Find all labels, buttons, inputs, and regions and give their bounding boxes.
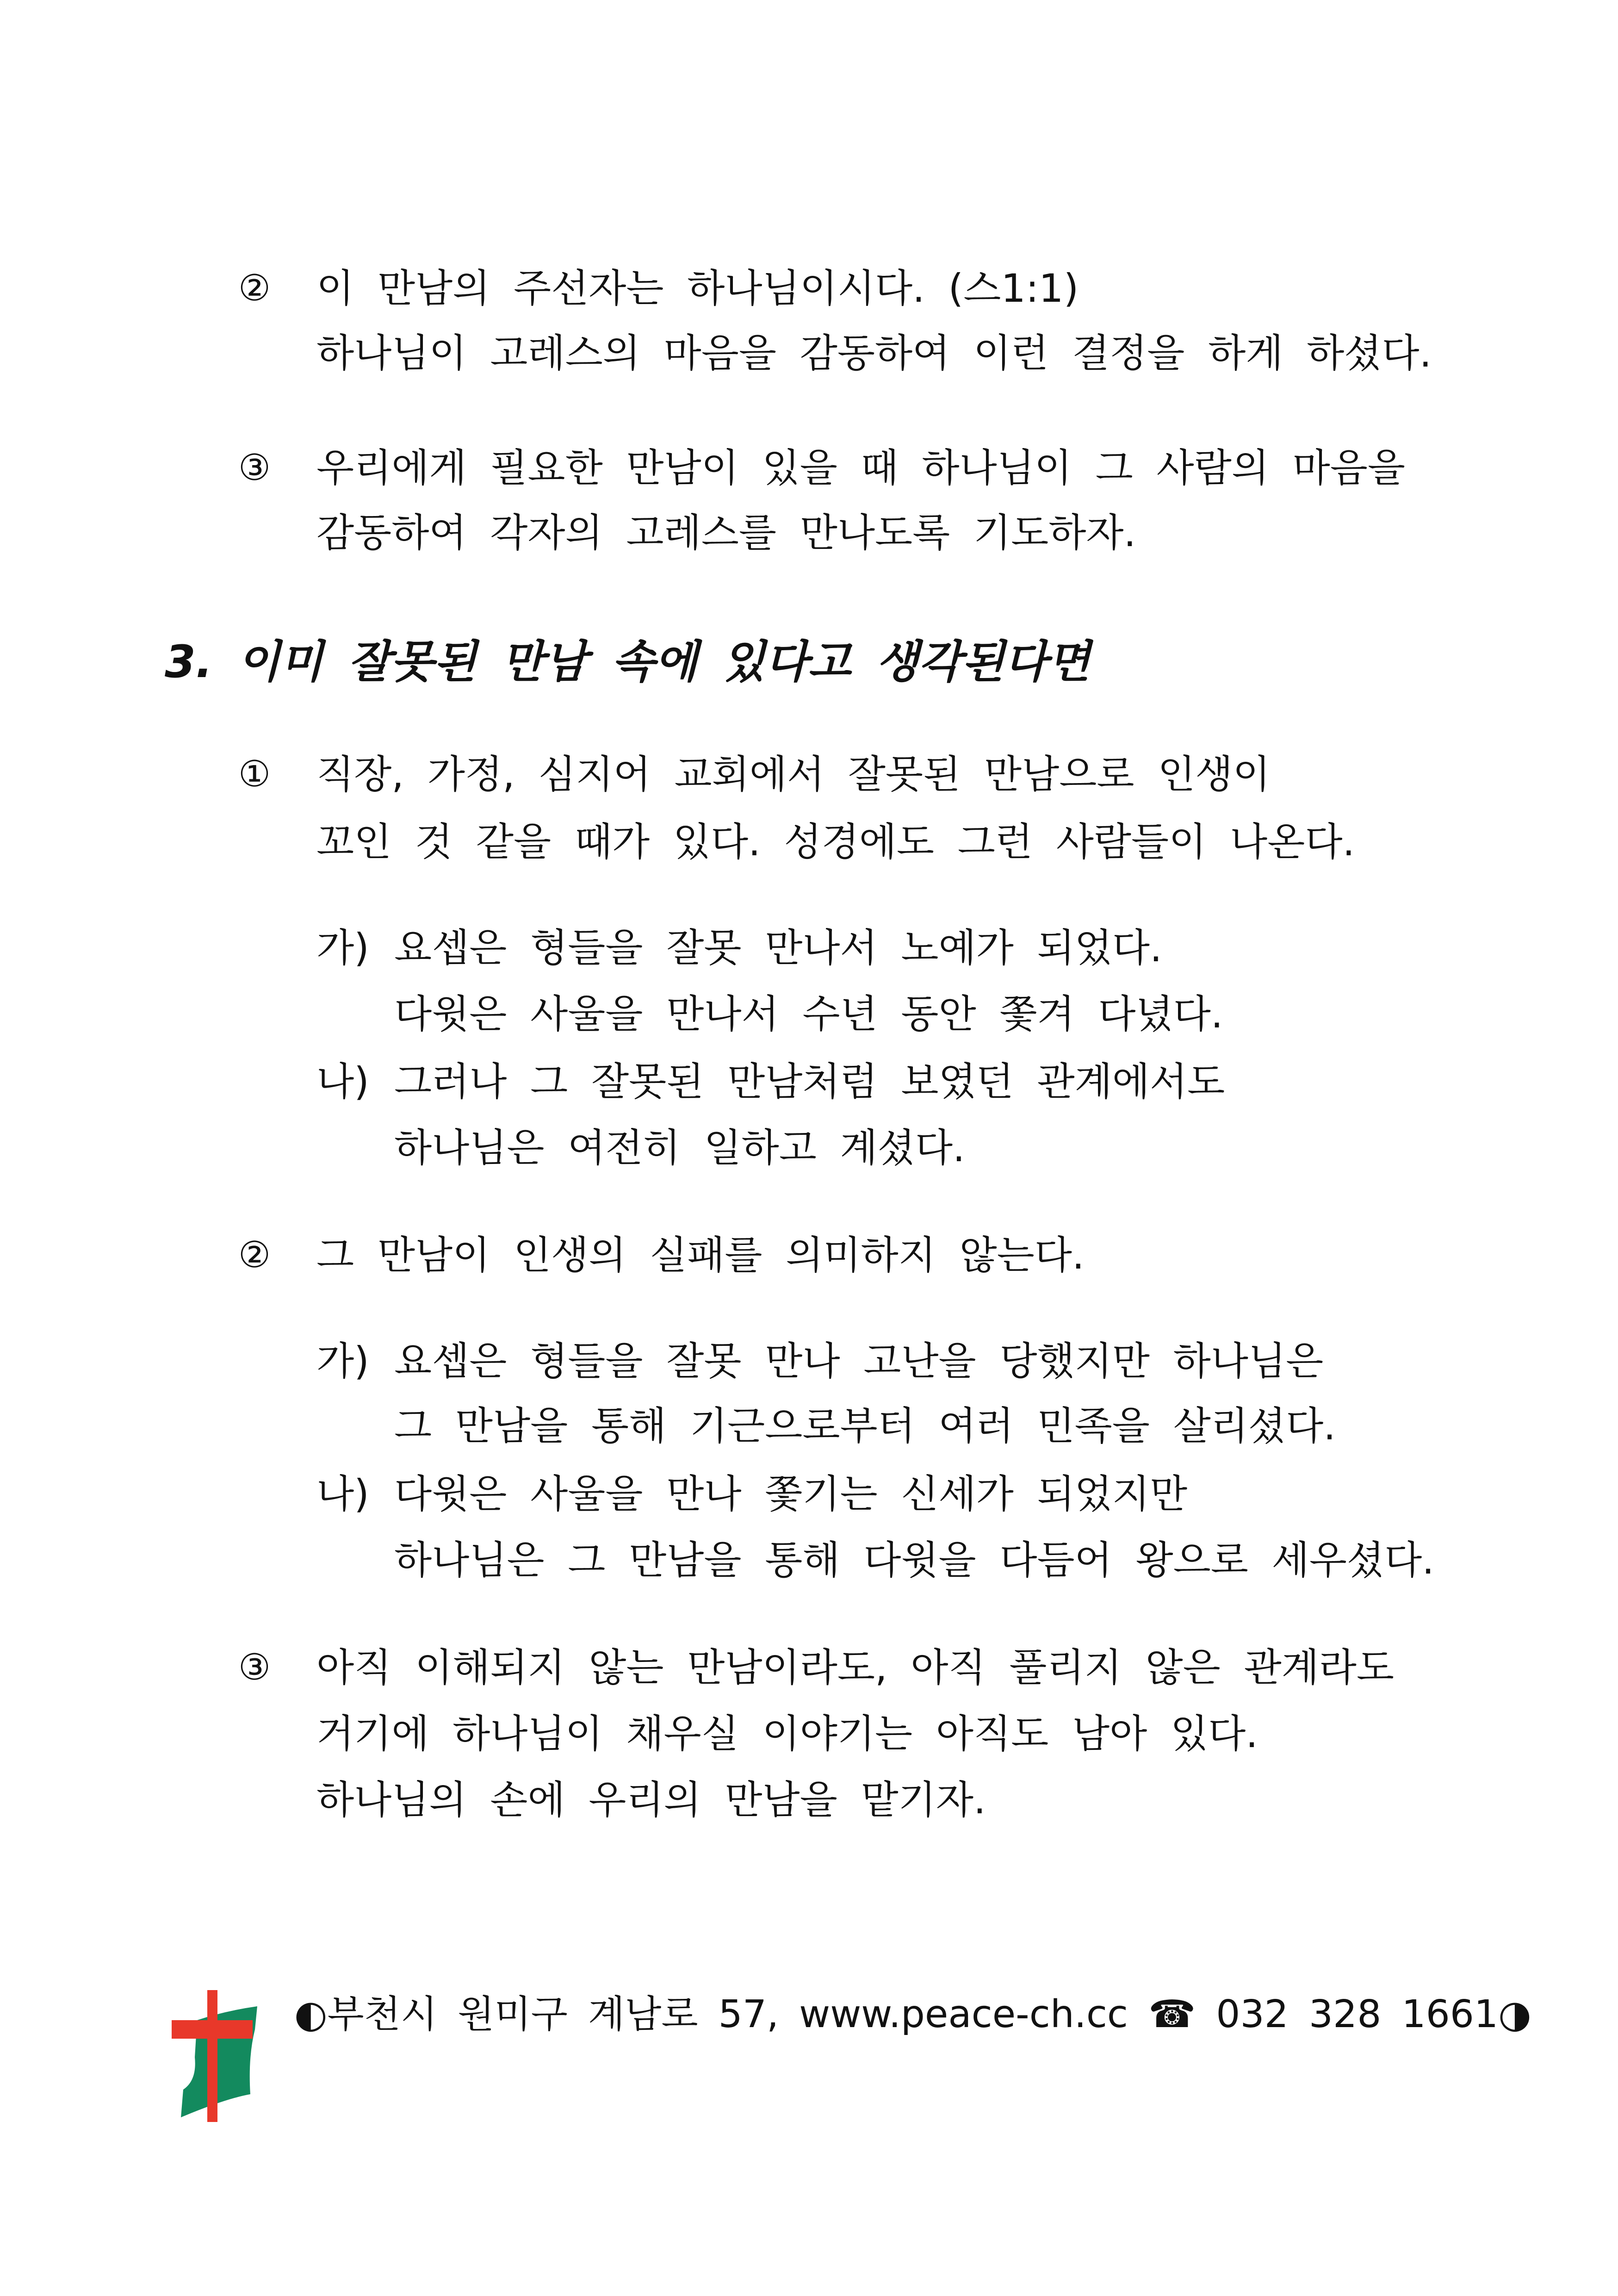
text-line: 요셉은 형들을 잘못 만나 고난을 당했지만 하나님은 [394, 1338, 1324, 1384]
logo-cross-horizontal [172, 2020, 253, 2039]
church-logo [169, 1988, 262, 2122]
text-line: 직장, 가정, 심지어 교회에서 잘못된 만남으로 인생이 [316, 752, 1271, 797]
sub-label: 나) [316, 1059, 369, 1104]
text-line: 하나님이 고레스의 마음을 감동하여 이런 결정을 하게 하셨다. [316, 330, 1432, 376]
text-line: 감동하여 각자의 고레스를 만나도록 기도하자. [316, 510, 1136, 555]
text-line: 다윗은 사울을 만나 쫓기는 신세가 되었지만 [394, 1471, 1188, 1517]
marker: ② [238, 1234, 271, 1276]
marker: ③ [238, 1647, 271, 1688]
text-line: 요셉은 형들을 잘못 만나서 노예가 되었다. [394, 925, 1162, 971]
text-line: 아직 이해되지 않는 만남이라도, 아직 풀리지 않은 관계라도 [316, 1645, 1395, 1690]
text-line: 하나님은 여전히 일하고 계셨다. [394, 1125, 965, 1170]
marker: ① [238, 753, 271, 795]
marker: ③ [238, 447, 271, 489]
text-line: 우리에게 필요한 만남이 있을 때 하나님이 그 사람의 마음을 [316, 445, 1406, 491]
sub-label: 가) [316, 1338, 369, 1384]
sub-label: 나) [316, 1471, 369, 1517]
text-line: 다윗은 사울을 만나서 수년 동안 쫓겨 다녔다. [394, 991, 1223, 1037]
section-heading: 3. 이미 잘못된 만남 속에 있다고 생각된다면 [165, 636, 1091, 688]
text-line: 거기에 하나님이 채우실 이야기는 아직도 남아 있다. [316, 1711, 1258, 1756]
text-line: 하나님의 손에 우리의 만남을 맡기자. [316, 1777, 986, 1823]
footer-address: ◐부천시 원미구 계남로 57, www.peace-ch.cc ☎ 032 328 1661◑ [294, 1992, 1531, 2036]
sub-label: 가) [316, 925, 369, 971]
text-line: 하나님은 그 만남을 통해 다윗을 다듬어 왕으로 세우셨다. [394, 1537, 1434, 1583]
text-line: 그 만남을 통해 기근으로부터 여러 민족을 살리셨다. [394, 1403, 1336, 1449]
logo-cross-vertical [207, 1990, 217, 2122]
text-line: 꼬인 것 같을 때가 있다. 성경에도 그런 사람들이 나온다. [316, 819, 1355, 865]
text-line: 그 만남이 인생의 실패를 의미하지 않는다. [316, 1232, 1085, 1278]
text-line: 그러나 그 잘못된 만남처럼 보였던 관계에서도 [394, 1059, 1225, 1104]
text-line: 이 만남의 주선자는 하나님이시다. (스1:1) [316, 266, 1079, 311]
marker: ② [238, 268, 271, 309]
